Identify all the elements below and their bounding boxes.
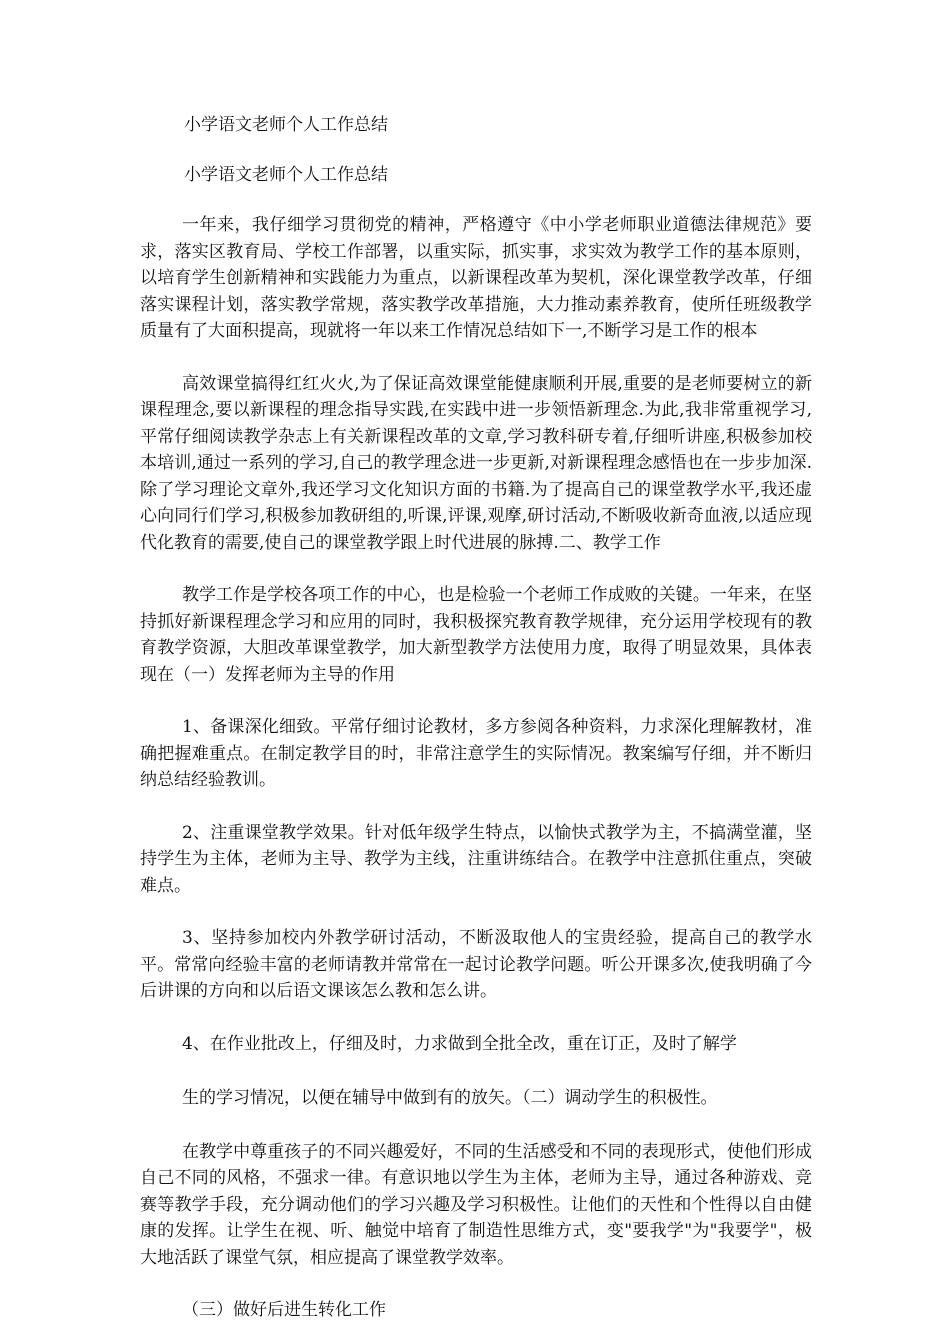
paragraph-item-3: 3、坚持参加校内外教学研讨活动，不断汲取他人的宝贵经验，提高自己的教学水平。常常向经验丰富的老师请教并常常在一起讨论教学问题。听公开课多次,使我明确了今后讲课的方向和以后语文课该怎么教和怎么讲。	[140, 928, 812, 1001]
paragraph-teaching-work: 教学工作是学校各项工作的中心，也是检验一个老师工作成败的关键。一年来，在坚持抓好新课程理念学习和应用的同时，我积极探究教育教学规律，充分运用学校现有的教育教学资源，大胆改革课堂教学，加大新型教学方法使用力度，取得了明显效果，具体表现在（一）发挥老师为主导的作用	[140, 585, 812, 685]
paragraph-intro: 一年来，我仔细学习贯彻党的精神，严格遵守《中小学老师职业道德法律规范》要求，落实区教育局、学校工作部署，以重实际，抓实事，求实效为教学工作的基本原则，以培育学生创新精神和实践能力为重点，以新课程改革为契机，深化课堂教学改革，仔细落实课程计划，落实教学常规，落实教学改革措施，大力推动素养教育，使所任班级教学质量有了大面积提高，现就将一年以来工作情况总结如下一,不断学习是工作的根本	[140, 215, 812, 341]
paragraph-item-2: 2、注重课堂教学效果。针对低年级学生特点，以愉快式教学为主，不搞满堂灌，坚持学生为主体，老师为主导、教学为主线，注重讲练结合。在教学中注意抓住重点，突破难点。	[140, 822, 812, 896]
section-heading-3: （三）做好后进生转化工作	[182, 1300, 386, 1320]
document-page	[140, 112, 812, 1323]
paragraph-item-4-line-1: 4、在作业批改上，仔细及时，力求做到全批全改，重在订正，及时了解学	[182, 1033, 737, 1054]
paragraph-item-4-line-2: 生的学习情况，以便在辅导中做到有的放矢。（二）调动学生的积极性。	[182, 1087, 718, 1108]
paragraph-learning: 高效课堂搞得红红火火,为了保证高效课堂能健康顺利开展,重要的是老师要树立的新课程理念,要以新课程的理念指导实践,在实践中进一步领悟新理念.为此,我非常重视学习,平常仔细阅读教学杂志上有关新课程改革的文章,学习教科研专着,仔细听讲座,积极参加校本培训,通过一系列的学习,自己的教学理念进一步更新,对新课程理念感悟也在一步步加深.除了学习理论文章外,我还学习文化知识方面的书籍.为了提高自己的课堂教学水平,我还虚心向同行们学习,积极参加教研组的,听课,评课,观摩,研讨活动,不断吸收新奇血液,以适应现代化教育的需要,使自己的课堂教学跟上时代进展的脉搏.二、教学工作	[140, 373, 812, 553]
paragraph-item-1: 1、备课深化细致。平常仔细讨论教材，多方参阅各种资料，力求深化理解教材，准确把握难重点。在制定教学目的时，非常注意学生的实际情况。教案编写仔细，并不断归纳总结经验教训。	[140, 717, 812, 790]
document-title: 小学语文老师个人工作总结	[184, 115, 388, 135]
paragraph-student-motivation: 在教学中尊重孩子的不同兴趣爱好，不同的生活感受和不同的表现形式，使他们形成自己不同的风格，不强求一律。有意识地以学生为主体，老师为主导，通过各种游戏、竞赛等教学手段，充分调动他们的学习兴趣及学习积极性。让他们的天性和个性得以自由健康的发挥。让学生在视、听、触觉中培育了制造性思维方式，变"要我学"为"我要学"，极大地活跃了课堂气氛，相应提高了课堂教学效率。	[140, 1141, 812, 1268]
document-subtitle: 小学语文老师个人工作总结	[184, 165, 388, 185]
